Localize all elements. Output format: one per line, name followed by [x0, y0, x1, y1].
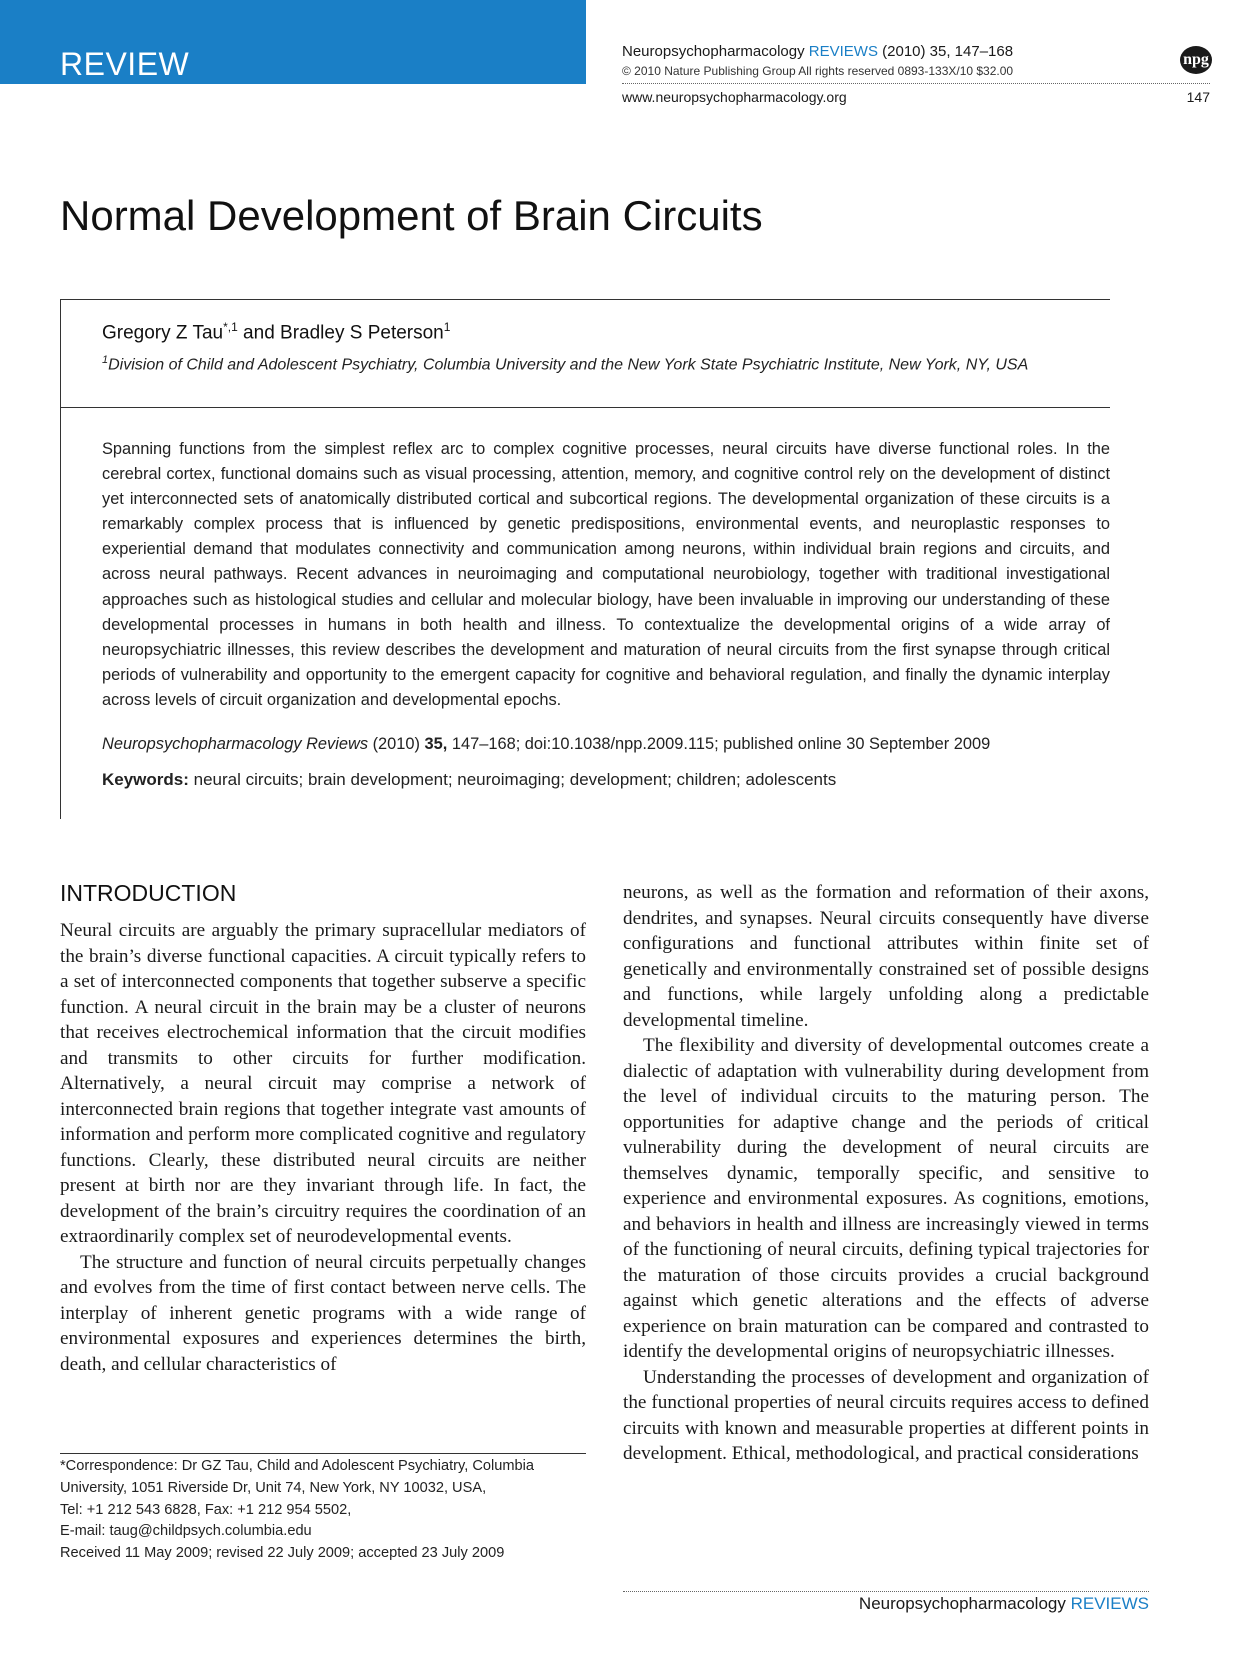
author-name: Bradley S Peterson [280, 322, 444, 344]
page-number: 147 [1186, 89, 1210, 105]
body-paragraph: The structure and function of neural circuits perpetually changes and evolves from the time of first contact between nerve cells. The interplay of inherent genetic programs with a wide range of environmental exposures and experiences determines the birth, death, and cellular characteristics of [60, 1251, 586, 1375]
footer-journal-label [623, 1594, 1149, 1614]
keywords-list: neural circuits; brain development; neuroimaging; development; children; adolescents [188, 770, 837, 789]
body-column-left [60, 918, 586, 1377]
footer-journal: Neuropsychopharmacology [858, 1594, 1071, 1613]
abstract-box-left-rule [60, 299, 61, 819]
body-paragraph: Understanding the processes of development and organization of the functional properties of neural circuits requires access to defined circuits with known and measurable properties at different points in development. Ethical, methodological, and practical considerations [623, 1366, 1149, 1464]
citation-doi: 147–168; doi:10.1038/npp.2009.115; published online 30 September 2009 [447, 735, 991, 753]
footnote-line: *Correspondence: Dr GZ Tau, Child and Adolescent Psychiatry, Columbia [60, 1458, 534, 1474]
affiliation-text: Division of Child and Adolescent Psychiatry, Columbia University and the New York State Psychiatric Institute, New York, NY, USA [108, 356, 1029, 374]
journal-issue: (2010) 35, 147–168 [882, 43, 1014, 60]
author-conjunction: and [237, 322, 281, 344]
article-title: Normal Development of Brain Circuits [60, 192, 763, 239]
journal-reviews-label: REVIEWS [808, 43, 878, 60]
npg-logo-icon: npg [1180, 46, 1212, 74]
footer-divider [623, 1591, 1149, 1592]
body-paragraph: neurons, as well as the formation and reformation of their axons, dendrites, and synapses. Neural circuits consequently have diverse configurations and functional attributes within finite set of genetically and environmentally constrained set of possible designs and functions, while largely unfolding along a predictable developmental timeline. [623, 882, 1149, 1031]
author-superscript: 1 [443, 320, 451, 334]
body-paragraph: The flexibility and diversity of developmental outcomes create a dialectic of adaptation with vulnerability during development from the level of individual circuits to the maturing person. The opportunities for adaptive change and the periods of critical vulnerability during the development of neural circuits are themselves dynamic, temporally specific, and sensitive to experience and environmental exposures. As cognitions, emotions, and behaviors in health and illness are increasingly viewed in terms of the functioning of neural circuits, defining typical trajectories for the maturation of those circuits provides a crucial background against which genetic alterations and the effects of adverse experience on brain maturation can be compared and contrasted to identify the developmental origins of neuropsychiatric illnesses. [623, 1035, 1149, 1362]
journal-name: Neuropsychopharmacology [622, 43, 805, 60]
affiliation-superscript: 1 [102, 354, 109, 366]
body-column-right [623, 880, 1149, 1467]
author-box-bottom-rule [60, 407, 1110, 408]
author-name: Gregory Z Tau [102, 322, 224, 344]
citation-volume: 35, [424, 735, 448, 753]
author-superscript: *,1 [223, 320, 238, 334]
author-box-top-rule [60, 299, 1110, 300]
copyright-notice: © 2010 Nature Publishing Group All rights reserved 0893-133X/10 $32.00 [622, 64, 1014, 78]
footnote-rule [60, 1453, 586, 1454]
header-divider [622, 83, 1210, 84]
journal-website[interactable]: www.neuropsychopharmacology.org [622, 89, 847, 105]
keywords [102, 770, 836, 790]
journal-citation-header [622, 43, 1013, 60]
keywords-label: Keywords: [102, 770, 189, 789]
article-citation [102, 735, 990, 754]
citation-year: (2010) [368, 735, 425, 753]
footnote-email[interactable]: E-mail: taug@childpsych.columbia.edu [60, 1523, 312, 1540]
citation-journal: Neuropsychopharmacology Reviews [102, 735, 369, 753]
footnote-dates: Received 11 May 2009; revised 22 July 2009; accepted 23 July 2009 [60, 1545, 505, 1562]
footer-reviews: REVIEWS [1070, 1594, 1149, 1613]
footnote-line: University, 1051 Riverside Dr, Unit 74, New York, NY 10032, USA, [60, 1479, 487, 1496]
author-list [102, 320, 450, 344]
section-heading-introduction: INTRODUCTION [60, 880, 237, 906]
correspondence-footnote [60, 1456, 534, 1565]
author-affiliation [102, 354, 1112, 374]
body-paragraph: Neural circuits are arguably the primary supracellular mediators of the brain’s diverse functional capacities. A circuit typically refers to a set of interconnected components that together subserve a specific function. A neural circuit in the brain may be a cluster of neurons that receives electrochemical information that the circuit modifies and transmits to other circuits for further modification. Alternatively, a neural circuit may comprise a network of interconnected brain regions that together integrate vast amounts of information and perform more complicated cognitive and regulatory functions. Clearly, these distributed neural circuits are neither present at birth nor are they invariant through life. In fact, the development of the brain’s circuitry requires the coordination of an extraordinarily complex set of neurodevelopmental events. [60, 920, 586, 1247]
footnote-line: Tel: +1 212 543 6828, Fax: +1 212 954 5502, [60, 1501, 352, 1518]
section-label: REVIEW [60, 46, 190, 82]
abstract-text: Spanning functions from the simplest reflex arc to complex cognitive processes, neural circuits have diverse functional roles. In the cerebral cortex, functional domains such as visual processing, attention, memory, and cognitive control rely on the development of distinct yet interconnected sets of anatomically distributed cortical and subcortical regions. The developmental organization of these circuits is a remarkably complex process that is influenced by genetic predispositions, environmental events, and neuroplastic responses to experiential demand that modulates connectivity and communication among neurons, within individual brain regions and circuits, and across neural pathways. Recent advances in neuroimaging and computational neurobiology, together with traditional investigational approaches such as histological studies and cellular and molecular biology, have been invaluable in improving our understanding of these developmental processes in humans in both health and illness. To contextualize the developmental origins of a wide array of neuropsychiatric illnesses, this review describes the development and maturation of neural circuits from the first synapse through critical periods of vulnerability and opportunity to the emergent capacity for cognitive and behavioral regulation, and finally the dynamic interplay across levels of circuit organization and developmental epochs. [102, 440, 1110, 709]
